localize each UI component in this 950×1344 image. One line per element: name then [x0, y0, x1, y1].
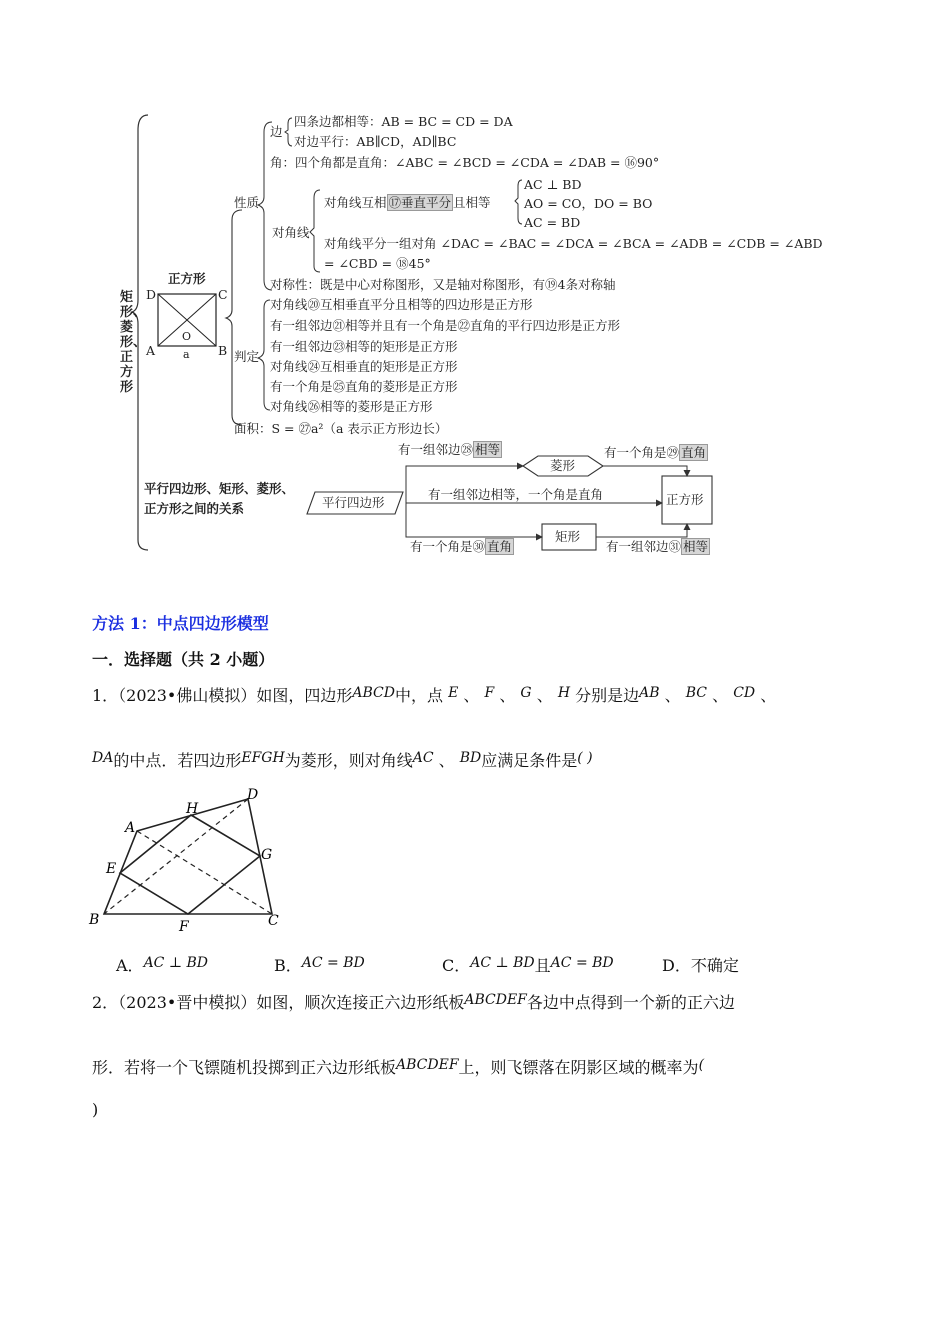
angle-rule: 角：四个角都是直角：∠ABC = ∠BCD = ∠CDA = ∠DAB = ⑯90°: [270, 155, 660, 170]
diag-rule-1-post: 且相等: [453, 195, 491, 210]
judge-3: 有一组邻边㉓相等的矩形是正方形: [270, 339, 458, 354]
flow-edge-4-pre: 有一个角是: [410, 539, 473, 554]
q2-stem-b: 各边中点得到一个新的正六边: [526, 993, 735, 1012]
flow-edge-2-val: 直角: [681, 445, 707, 460]
flow-edge-1-num: ㉘: [460, 442, 474, 457]
q1-option-D-label: D．: [662, 956, 691, 975]
fig-label-E: E: [106, 861, 117, 877]
q1-option-D[interactable]: [662, 953, 739, 976]
vertex-C: C: [218, 287, 228, 302]
root-label: 矩形、菱形、正方形: [120, 290, 147, 395]
q2-paren-open: (: [698, 1057, 705, 1073]
flow-edge-2-pre: 有一个角是: [604, 445, 667, 460]
flow-parallelogram: 平行四边形: [322, 495, 385, 510]
flow-rhombus: 菱形: [550, 458, 576, 473]
q1-option-C[interactable]: [442, 953, 614, 976]
q1-sep: 、: [536, 686, 553, 705]
flow-edge-1-val: 相等: [475, 442, 501, 457]
q1-answer-paren[interactable]: ( ): [577, 750, 593, 766]
q1-stem-b: 中，点: [394, 686, 443, 705]
q1-sep: 、: [664, 686, 681, 705]
judge-5: 有一个角是㉕直角的菱形是正方形: [270, 379, 458, 394]
q2-stem-c: 形．若将一个飞镖随机投掷到正六边形纸板: [92, 1058, 397, 1077]
q2-line-3: [92, 1100, 98, 1119]
relation-title-1: 平行四边形、矩形、菱形、: [144, 481, 295, 496]
fig-label-A: A: [125, 820, 136, 836]
q2-abcdef: ABCDEF: [464, 992, 527, 1008]
area-rule: 面积：S = ㉗a²（a 表示正方形边长）: [234, 421, 448, 436]
diag-rule-1-pre: 对角线互相: [324, 195, 387, 210]
flow-edge-1-pre: 有一组邻边: [398, 442, 461, 457]
flow-edge-4-val: 直角: [487, 539, 513, 554]
q1-stem-d: 的中点．若四边形: [113, 751, 242, 770]
flow-rectangle: 矩形: [555, 529, 581, 544]
method-heading: 方法 1：中点四边形模型: [92, 614, 269, 633]
q1-option-A-text: AC ⊥ BD: [143, 955, 208, 971]
flow-edge-2-num: ㉙: [666, 445, 680, 460]
q1-seg-DA: DA: [92, 750, 114, 766]
q2-abcdef-2: ABCDEF: [396, 1057, 459, 1073]
q1-option-C-text-2: AC = BD: [550, 955, 614, 971]
diag-rule-1-blank: ⑰垂直平分: [388, 195, 452, 210]
diag-rule-3: = ∠CBD = ⑱45°: [324, 256, 431, 271]
symmetry-rule: 对称性：既是中心对称图形，又是轴对称图形，有⑲4条对称轴: [270, 277, 616, 292]
q1-seg-BC: BC: [685, 685, 708, 701]
q1-sep: 、: [760, 686, 777, 705]
diag-cond-3: AC = BD: [524, 215, 581, 230]
q1-stem-a: 1．（2023•佛山模拟）如图，四边形: [92, 686, 353, 705]
judge-1: 对角线⑳互相垂直平分且相等的四边形是正方形: [270, 297, 533, 312]
judge-4: 对角线㉔互相垂直的矩形是正方形: [270, 359, 458, 374]
vertex-D: D: [146, 287, 157, 302]
q1-diag-AC: AC: [412, 750, 434, 766]
q1-figure: [85, 785, 285, 935]
q1-sep: 、: [463, 686, 480, 705]
branch-property: 性质: [234, 195, 260, 210]
q1-option-C-label: C．: [442, 956, 471, 975]
q1-option-A-label: A．: [116, 956, 144, 975]
flow-edge-4: [410, 540, 514, 554]
judge-2: 有一组邻边㉑相等并且有一个角是㉒直角的平行四边形是正方形: [270, 318, 621, 333]
q1-stem-c: 分别是边: [575, 686, 640, 705]
q1-option-B-text: AC = BD: [301, 955, 365, 971]
flow-edge-5-val: 相等: [683, 539, 709, 554]
flow-edge-2: [604, 446, 708, 460]
q1-pt-E: E: [448, 685, 459, 701]
q1-pt-F: F: [484, 685, 495, 701]
q1-sep: 、: [499, 686, 516, 705]
q1-seg-CD: CD: [733, 685, 756, 701]
diag-cond-1: AC ⊥ BD: [524, 177, 582, 192]
q1-option-A[interactable]: [116, 953, 208, 976]
flow-edge-4-num: ㉚: [472, 539, 486, 554]
q1-pt-G: G: [520, 685, 532, 701]
diag-rule-2: 对角线平分一组对角 ∠DAC = ∠BAC = ∠DCA = ∠BCA = ∠ADB = ∠CDB = ∠ABD: [324, 236, 823, 251]
flow-edge-5-num: ㉛: [668, 539, 682, 554]
q1-abcd: ABCD: [352, 685, 395, 701]
q2-line-2: [92, 1055, 704, 1078]
q2-paren-close[interactable]: ): [92, 1100, 99, 1119]
flow-square: 正方形: [666, 492, 704, 507]
q1-option-D-text: 不确定: [690, 956, 739, 975]
q2-line-1: [92, 990, 735, 1013]
flow-edge-1: [398, 443, 502, 457]
square-title: 正方形: [168, 271, 206, 286]
q1-option-B-label: B．: [274, 956, 302, 975]
diag-rule-1: [324, 196, 491, 210]
side-a: a: [183, 348, 190, 361]
q1-diag-BD: BD: [459, 750, 482, 766]
q1-stem-f: 应满足条件是: [481, 751, 578, 770]
relation-title-2: 正方形之间的关系: [144, 501, 245, 516]
diag-label: 对角线: [272, 225, 310, 240]
side-rule-1: 四条边都相等：AB = BC = CD = DA: [294, 114, 513, 129]
q1-option-B[interactable]: [274, 953, 365, 976]
q1-seg-AB: AB: [639, 685, 660, 701]
fig-label-H: H: [186, 801, 199, 817]
q1-option-C-and: 且: [534, 956, 551, 975]
diag-cond-2: AO = CO，DO = BO: [524, 196, 653, 211]
flow-edge-3: 有一组邻边相等，一个角是直角: [428, 487, 604, 502]
flow-edge-5-pre: 有一组邻边: [606, 539, 669, 554]
q1-pt-H: H: [557, 685, 571, 701]
q1-option-C-text-1: AC ⊥ BD: [470, 955, 535, 971]
fig-label-F: F: [179, 919, 189, 935]
branch-judge: 判定: [234, 349, 260, 364]
q1-sep: 、: [712, 686, 729, 705]
vertex-A: A: [146, 343, 156, 358]
fig-label-C: C: [268, 913, 279, 929]
fig-label-G: G: [261, 847, 273, 863]
q1-efgh: EFGH: [241, 750, 285, 766]
judge-6: 对角线㉖相等的菱形是正方形: [270, 399, 433, 414]
q1-line-2: [92, 748, 593, 771]
q2-stem-d: 上，则飞镖落在阴影区域的概率为: [458, 1058, 699, 1077]
q1-stem-e: 为菱形，则对角线: [284, 751, 413, 770]
flow-edge-5: [606, 540, 710, 554]
fig-label-B: B: [89, 912, 100, 928]
fig-label-D: D: [247, 787, 259, 803]
vertex-O: O: [182, 330, 192, 343]
q1-line-1: [92, 683, 776, 706]
vertex-B: B: [218, 343, 228, 358]
section-title: 一．选择题（共 2 小题）: [92, 650, 275, 669]
side-label: 边: [270, 124, 283, 139]
mindmap: [110, 100, 850, 580]
q2-stem-a: 2．（2023•晋中模拟）如图，顺次连接正六边形纸板: [92, 993, 465, 1012]
q1-sep: 、: [438, 751, 455, 770]
side-rule-2: 对边平行：AB∥CD，AD∥BC: [294, 134, 457, 149]
